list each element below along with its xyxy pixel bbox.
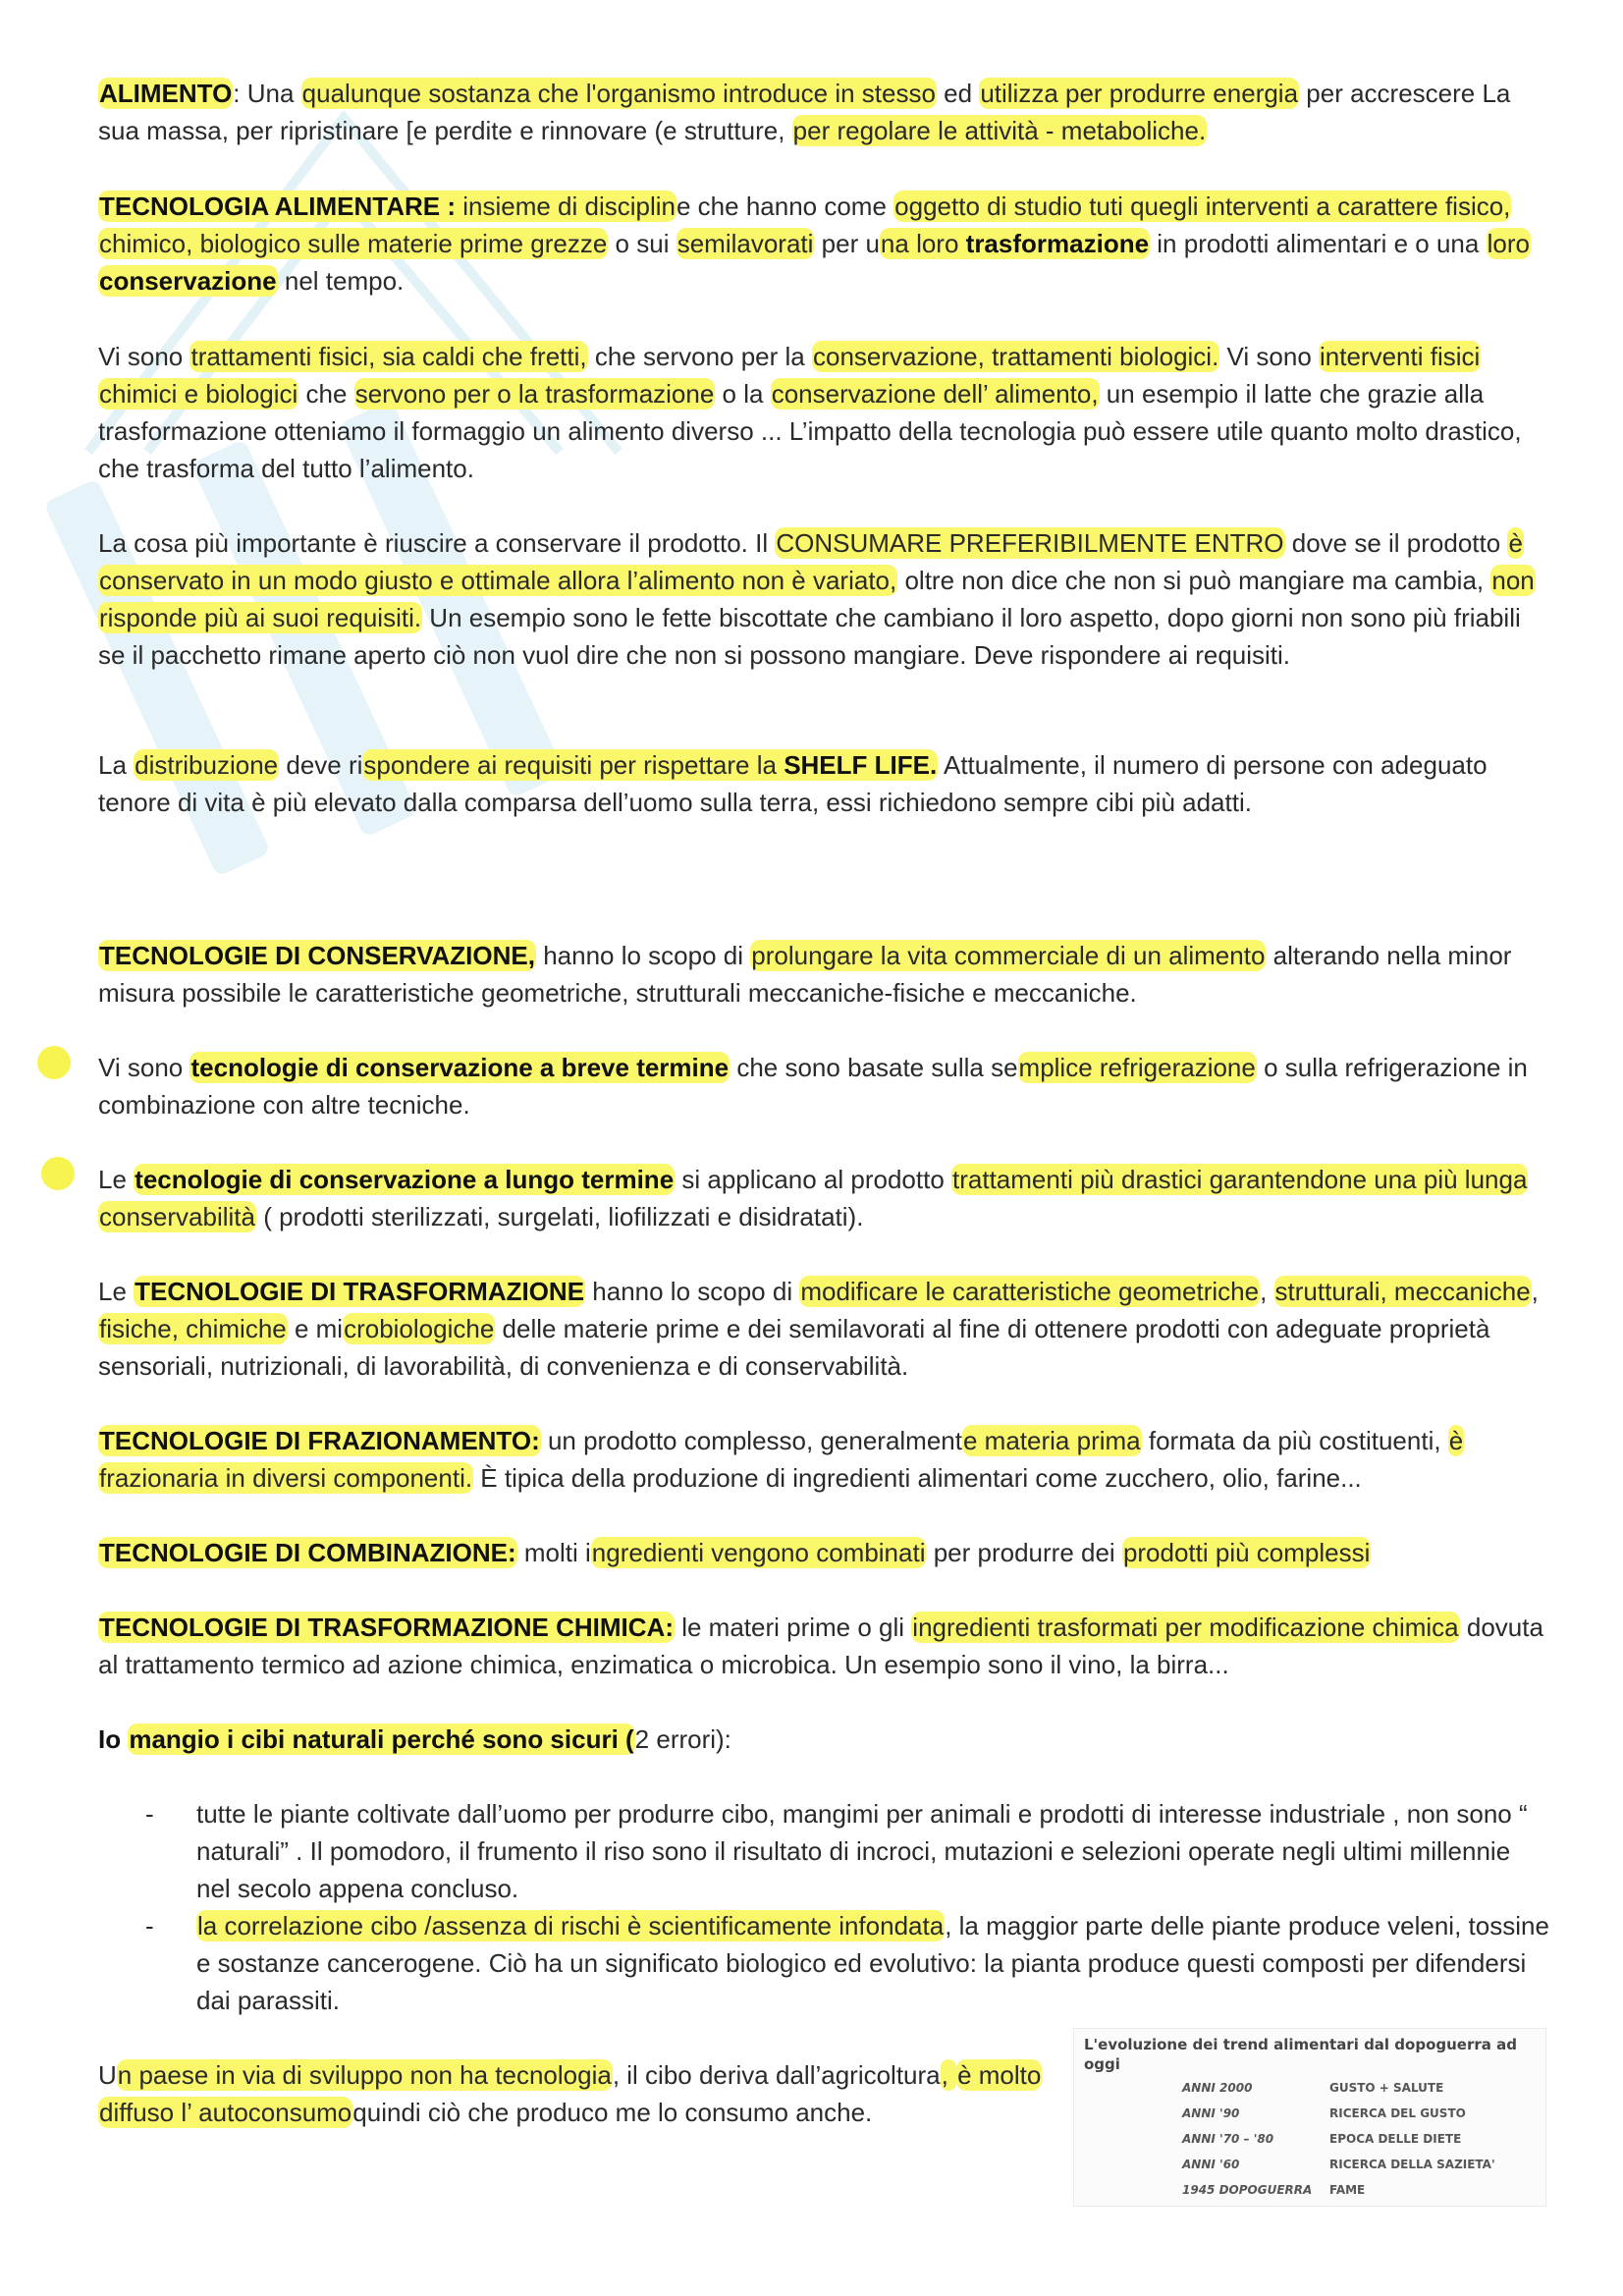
errors-list <box>98 1795 1551 2019</box>
paragraph-tecnologie-trasformazione: Le TECNOLOGIE DI TRASFORMAZIONE hanno lo scopo di modificare le caratteristiche geometriche, strutturali, meccaniche, fisiche, chimiche e microbiologiche delle materie prime e dei semilavorati al fine di ottenere prodotti con adeguate proprietà sensoriali, nutrizionali, di lavorabilità, di convenienza e di conservabilità. <box>98 1277 1539 1381</box>
paragraph-breve-termine: Vi sono tecnologie di conservazione a breve termine che sono basate sulla semplice refrigerazione o sulla refrigerazione in combinazione con altre tecniche. <box>98 1053 1528 1120</box>
list-item: - la correlazione cibo /assenza di rischi è scientificamente infondata, la maggior parte delle piante produce veleni, tossine e sostanze cancerogene. Ciò ha un significato biologico ed evolutivo: la pianta produce questi composti per difendersi dai parassiti. <box>145 1911 1549 2015</box>
term-frazionamento: TECNOLOGIE DI FRAZIONAMENTO: <box>99 1426 540 1455</box>
paragraph-consumare-entro: La cosa più importante è riuscire a conservare il prodotto. Il CONSUMARE PREFERIBILMENTE ENTRO dove se il prodotto è conservato in un modo giusto e ottimale allora l’alimento non è variato, oltre non dice che non si può mangiare ma cambia, non risponde più ai suoi requisiti. Un esempio sono le fette biscottate che cambiano il loro aspetto, dopo giorni non sono più friabili se il pacchetto rimane aperto ciò non vuol dire che non si possono mangiare. Deve rispondere ai requisiti. <box>98 528 1535 670</box>
paragraph-paese-sviluppo: Un paese in via di sviluppo non ha tecnologia, il cibo deriva dall’agricoltura, è molto diffuso l’ autoconsumoquindi ciò che produco me lo consumo anche. <box>98 2060 1042 2127</box>
trend-table-title: L'evoluzione dei trend alimentari dal dopoguerra ad oggi <box>1084 2036 1517 2073</box>
paragraph-trasformazione-chimica: TECNOLOGIE DI TRASFORMAZIONE CHIMICA: le materi prime o gli ingredienti trasformati per modificazione chimica dovuta al trattamento termico ad azione chimica, enzimatica o microbica. Un esempio sono il vino, la birra... <box>98 1613 1543 1679</box>
paragraph-alimento: ALIMENTO: Una qualunque sostanza che l'organismo introduce in stesso ed utilizza per produrre energia per accrescere La sua massa, per ripristinare [e perdite e rinnovare (e strutture, per regolare le attività - metaboliche. <box>98 79 1511 145</box>
term-combinazione: TECNOLOGIE DI COMBINAZIONE: <box>99 1538 516 1567</box>
paragraph-tecnologie-conservazione: TECNOLOGIE DI CONSERVAZIONE, hanno lo scopo di prolungare la vita commerciale di un alimento alterando nella minor misura possibile le caratteristiche geometriche, strutturali meccaniche-fisiche e meccaniche. <box>98 941 1512 1008</box>
paragraph-combinazione: TECNOLOGIE DI COMBINAZIONE: molti ingredienti vengono combinati per produrre dei prodotti più complessi <box>99 1538 1371 1567</box>
term-tecnologie-conservazione: TECNOLOGIE DI CONSERVAZIONE, <box>99 941 535 970</box>
term-tecnologia-alimentare: TECNOLOGIA ALIMENTARE : <box>99 191 457 221</box>
list-item: - tutte le piante coltivate dall’uomo per produrre cibo, mangimi per animali e prodotti di interesse industriale , non sono “ naturali” . Il pomodoro, il frumento il riso sono il risultato di incroci, mutazioni e selezioni operate negli ultimi millennie nel secolo appena concluso. <box>145 1799 1528 1903</box>
term-alimento: ALIMENTO <box>99 79 233 108</box>
paragraph-shelf-life: La distribuzione deve rispondere ai requisiti per rispettare la SHELF LIFE. Attualmente, il numero di persone con adeguato tenore di vita è più elevato dalla comparsa dell’uomo sulla terra, essi richiedono sempre cibi più adatti. <box>98 750 1488 817</box>
term-tecnologie-trasformazione: TECNOLOGIE DI TRASFORMAZIONE <box>135 1277 585 1306</box>
paragraph-tecnologia-alimentare: TECNOLOGIA ALIMENTARE : insieme di discipline che hanno come oggetto di studio tuti quegli interventi a carattere fisico, chimico, biologico sulle materie prime grezze o sui semilavorati per una loro trasformazione in prodotti alimentari e o una loro conservazione nel tempo. <box>99 191 1530 296</box>
paragraph-frazionamento: TECNOLOGIE DI FRAZIONAMENTO: un prodotto complesso, generalmente materia prima formata da più costituenti, è frazionaria in diversi componenti. È tipica della produzione di ingredienti alimentari come zucchero, olio, farine... <box>99 1426 1464 1493</box>
term-shelf-life: SHELF LIFE. <box>784 750 938 780</box>
margin-dot-marker <box>41 1157 75 1190</box>
term-trasformazione-chimica: TECNOLOGIE DI TRASFORMAZIONE CHIMICA: <box>99 1613 674 1642</box>
paragraph-trattamenti: Vi sono trattamenti fisici, sia caldi che fretti, che servono per la conservazione, trattamenti biologici. Vi sono interventi fisici chimici e biologici che servono per o la trasformazione o la conservazione dell’ alimento, un esempio il latte che grazie alla trasformazione otteniamo il formaggio un alimento diverso ... L’impatto della tecnologia può essere utile quanto molto drastico, che trasforma del tutto l’alimento. <box>98 342 1522 483</box>
paragraph-lungo-termine: Le tecnologie di conservazione a lungo termine si applicano al prodotto trattamenti più drastici garantendone una più lunga conservabilità ( prodotti sterilizzati, surgelati, liofilizzati e disidratati). <box>98 1165 1528 1231</box>
paragraph-cibi-naturali-heading: Io mangio i cibi naturali perché sono sicuri (2 errori): <box>98 1724 731 1754</box>
margin-dot-marker <box>37 1046 71 1079</box>
trend-table-image: L'evoluzione dei trend alimentari dal dopoguerra ad oggi ANNI 2000 GUSTO + SALUTE ANNI '90 RICERCA DEL GUSTO ANNI '70 – '80 EPOCA DELLE DIETE ANNI '60 RICERCA DELLA SAZIETA' 1945 DOPOGUERRA FAME <box>1073 2028 1546 2207</box>
